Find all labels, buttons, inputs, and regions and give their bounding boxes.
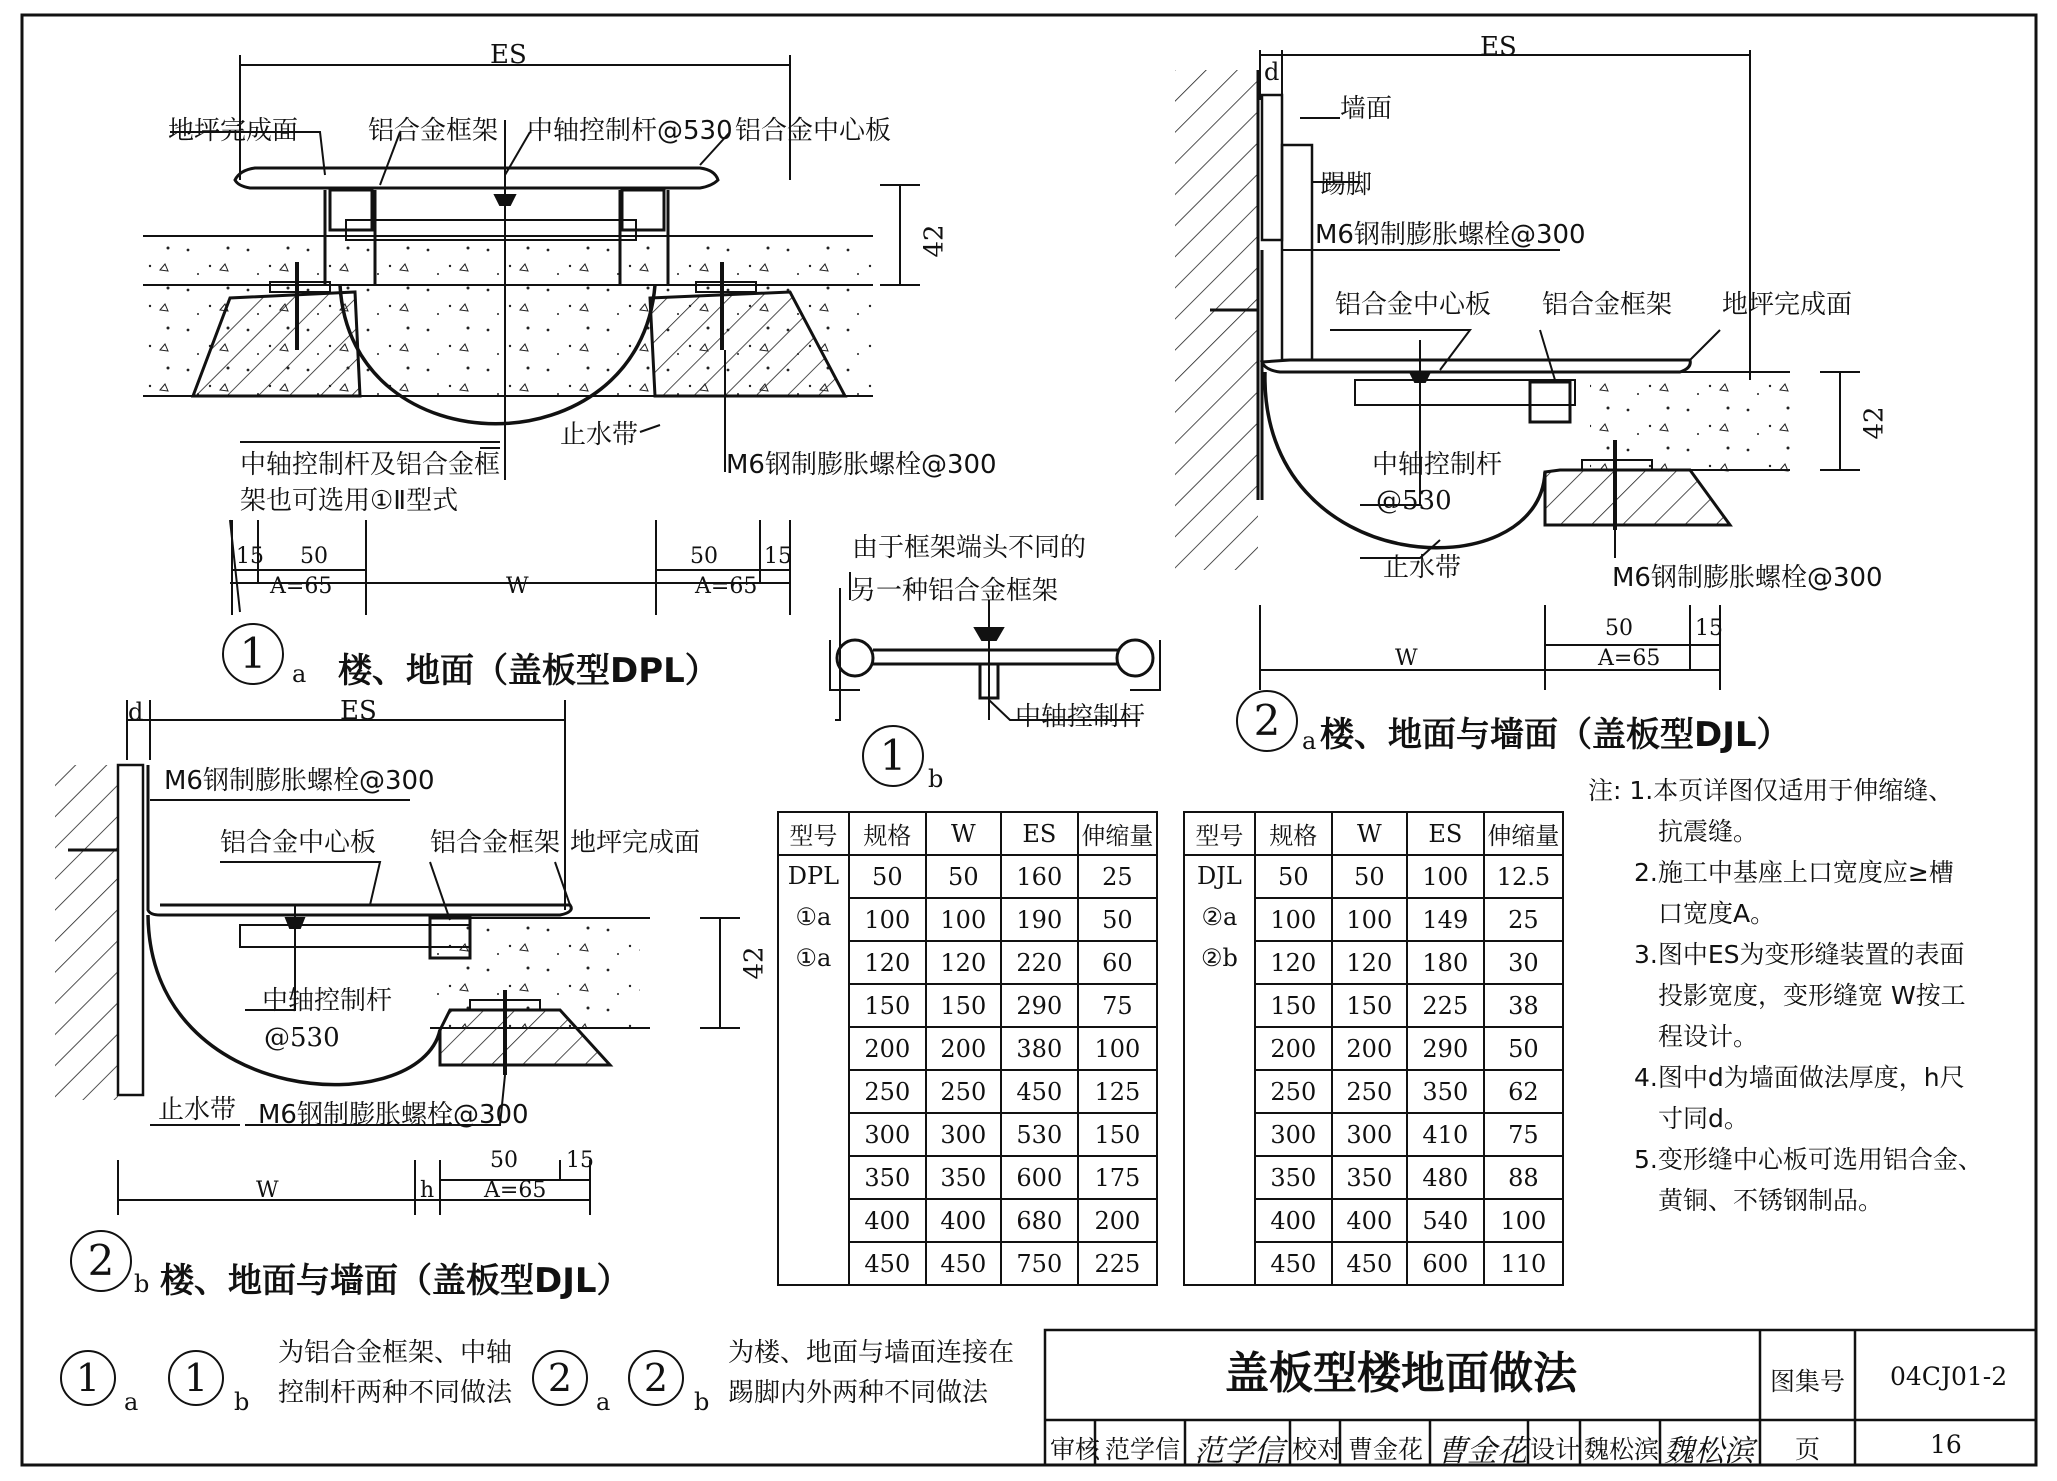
dpl-header-expansion: 伸缩量 [1078,812,1157,855]
note-line: 黄铜、不锈钢制品。 [1658,1186,1884,1215]
djl-cell-w: 50 [1332,855,1407,898]
designer-signature: 魏松滨 [1664,1434,1754,1469]
d2b-control-rod-label2: @530 [264,1023,340,1053]
d1b-marker: 1 [862,725,924,787]
d2a-d-label: d [1264,58,1280,86]
dpl-cell-spec: 450 [849,1242,926,1285]
reviewer-signature: 范学信 [1194,1434,1284,1469]
djl-model-cell [1184,855,1255,1285]
dpl-cell-spec: 300 [849,1113,926,1156]
reviewer-name: 范学信 [1105,1435,1181,1464]
d2b-dim-50: 50 [490,1148,518,1173]
legend-marker-2a: 2 [532,1350,588,1406]
djl-cell-spec: 50 [1255,855,1332,898]
d1a-es-label: ES [490,40,527,70]
d1a-waterstop-label: 止水带 [560,420,639,450]
dpl-cell-expansion: 125 [1078,1070,1157,1113]
djl-cell-es: 100 [1407,855,1484,898]
dpl-cell-w: 150 [926,984,1001,1027]
d2a-marker-sub: a [1302,727,1317,755]
d1a-floor-finish-label: 地坪完成面 [168,116,299,146]
atlas-label: 图集号 [1770,1367,1846,1396]
dpl-cell-expansion: 60 [1078,941,1157,984]
d2a-wall-label: 墙面 [1340,94,1393,124]
djl-cell-w: 200 [1332,1027,1407,1070]
d2a-marker: 2 [1236,690,1298,752]
page-label: 页 [1795,1435,1821,1464]
checker-name: 曹金花 [1348,1435,1424,1464]
dpl-header-model: 型号 [778,812,849,855]
djl-cell-expansion: 88 [1484,1156,1563,1199]
djl-cell-expansion: 110 [1484,1242,1563,1285]
dpl-cell-expansion: 200 [1078,1199,1157,1242]
d1a-alu-frame-label: 铝合金框架 [368,116,499,146]
designer-name: 魏松滨 [1584,1435,1660,1464]
djl-cell-spec: 250 [1255,1070,1332,1113]
dpl-cell-es: 160 [1001,855,1078,898]
d2b-control-rod-label1: 中轴控制杆 [262,986,393,1016]
djl-cell-es: 180 [1407,941,1484,984]
dpl-cell-expansion: 50 [1078,898,1157,941]
d2a-dim-w: W [1395,646,1418,671]
dpl-cell-es: 290 [1001,984,1078,1027]
djl-cell-spec: 200 [1255,1027,1332,1070]
legend-marker-2a-sub: a [596,1388,611,1416]
d1b-control-rod-label: 中轴控制杆 [1015,702,1146,732]
dpl-spec-table [777,811,1158,1286]
d2a-dim-42: 42 [1859,406,1890,440]
d2a-control-rod-label2: @530 [1376,486,1452,516]
d2b-dim-w: W [256,1178,279,1203]
d2a-bolt-top-label: M6钢制膨胀螺栓@300 [1315,220,1586,250]
d2a-title: 楼、地面与墙面（盖板型DJL） [1320,715,1791,755]
dpl-cell-expansion: 150 [1078,1113,1157,1156]
dpl-cell-w: 100 [926,898,1001,941]
note-line: 3.图中ES为变形缝装置的表面 [1634,940,1965,969]
checker-signature: 曹金花 [1437,1434,1527,1469]
djl-header-w: W [1332,812,1407,855]
d2a-center-plate-label: 铝合金中心板 [1335,290,1492,320]
dpl-header-spec: 规格 [849,812,926,855]
djl-cell-es: 290 [1407,1027,1484,1070]
d1a-marker-sub: a [292,660,307,688]
dpl-table-header [778,812,1157,855]
dpl-cell-w: 300 [926,1113,1001,1156]
d2a-dim-50: 50 [1605,616,1633,641]
note-line: 2.施工中基座上口宽度应≥槽 [1634,858,1954,887]
d2b-es-label: ES [340,696,377,726]
dpl-cell-expansion: 175 [1078,1156,1157,1199]
dpl-cell-expansion: 25 [1078,855,1157,898]
djl-cell-w: 450 [1332,1242,1407,1285]
djl-header-spec: 规格 [1255,812,1332,855]
djl-cell-es: 480 [1407,1156,1484,1199]
d1a-note-line1: 中轴控制杆及铝合金框 [240,450,501,480]
legend-marker-2b: 2 [628,1350,684,1406]
design-label: 设计 [1530,1435,1581,1464]
d1a-dim-42: 42 [919,224,950,258]
note-line: 注: 1.本页详图仅适用于伸缩缝、 [1588,776,1954,805]
dpl-cell-w: 200 [926,1027,1001,1070]
d1a-dim-15b: 15 [764,544,792,569]
note-line: 抗震缝。 [1658,817,1759,846]
dpl-header-es: ES [1001,812,1078,855]
d2a-es-label: ES [1480,32,1517,62]
dpl-cell-expansion: 75 [1078,984,1157,1027]
djl-table-header [1184,812,1563,855]
d2a-bolt-bottom-label: M6钢制膨胀螺栓@300 [1612,563,1883,593]
legend-marker-1b-sub: b [234,1388,250,1416]
dpl-cell-w: 250 [926,1070,1001,1113]
djl-header-es: ES [1407,812,1484,855]
dpl-model-label: DPL [787,862,840,890]
d1a-title: 楼、地面（盖板型DPL） [338,651,719,691]
legend-marker-1a: 1 [60,1350,116,1406]
notes-block [1588,770,1983,1221]
djl-cell-spec: 400 [1255,1199,1332,1242]
d2b-marker-sub: b [134,1270,150,1298]
djl-cell-spec: 300 [1255,1113,1332,1156]
djl-cell-expansion: 50 [1484,1027,1563,1070]
djl-cell-spec: 100 [1255,898,1332,941]
d2b-dim-42: 42 [739,946,770,980]
dpl-cell-es: 380 [1001,1027,1078,1070]
d2a-floor-finish-label: 地坪完成面 [1722,290,1853,320]
d2b-center-plate-label: 铝合金中心板 [220,828,377,858]
d2b-bolt-top-label: M6钢制膨胀螺栓@300 [164,766,435,796]
dpl-model-label: ①a [795,903,832,931]
d2b-marker: 2 [70,1230,132,1292]
d1a-dim-a65b: A=65 [695,574,758,599]
d1b-marker-sub: b [928,765,944,793]
d2a-control-rod-label1: 中轴控制杆 [1372,450,1503,480]
d2b-title: 楼、地面与墙面（盖板型DJL） [160,1261,631,1301]
dpl-table-row [778,855,1157,898]
dpl-cell-expansion: 100 [1078,1027,1157,1070]
d2b-alu-frame-label: 铝合金框架 [430,828,561,858]
dpl-cell-spec: 150 [849,984,926,1027]
djl-table-row [1184,855,1563,898]
d1a-center-plate-label: 铝合金中心板 [735,116,892,146]
djl-model-label: ②a [1201,903,1238,931]
d2a-waterstop-label: 止水带 [1383,553,1462,583]
d2b-floor-finish-label: 地坪完成面 [570,828,701,858]
djl-cell-expansion: 62 [1484,1070,1563,1113]
d1a-control-rod-label: 中轴控制杆@530 [527,116,733,146]
d2b-dim-a65: A=65 [484,1178,547,1203]
djl-cell-es: 225 [1407,984,1484,1027]
djl-cell-w: 100 [1332,898,1407,941]
d2a-dim-15: 15 [1695,616,1723,641]
d1a-dim-15a: 15 [236,544,264,569]
d2b-bolt-bottom-label: M6钢制膨胀螺栓@300 [258,1100,529,1130]
djl-model-label: DJL [1196,862,1242,890]
dpl-cell-es: 450 [1001,1070,1078,1113]
d1a-note-line2: 架也可选用①Ⅱ型式 [240,486,459,516]
d2a-alu-frame-label: 铝合金框架 [1542,290,1673,320]
dpl-cell-es: 220 [1001,941,1078,984]
dpl-cell-w: 350 [926,1156,1001,1199]
d1a-dim-50a: 50 [300,544,328,569]
d2b-waterstop-label: 止水带 [158,1095,237,1125]
legend-text1-line1: 为铝合金框架、中轴 [278,1338,513,1368]
d1a-dim-w: W [506,574,529,599]
d2a-skirting-label: 踢脚 [1320,170,1373,200]
djl-cell-es: 600 [1407,1242,1484,1285]
djl-cell-spec: 120 [1255,941,1332,984]
djl-header-model: 型号 [1184,812,1255,855]
djl-model-label: ②b [1200,944,1238,972]
note-line: 程设计。 [1658,1022,1759,1051]
note-line: 5.变形缝中心板可选用铝合金、 [1634,1145,1983,1174]
dpl-cell-w: 400 [926,1199,1001,1242]
djl-header-expansion: 伸缩量 [1484,812,1563,855]
djl-cell-expansion: 30 [1484,941,1563,984]
dpl-cell-es: 600 [1001,1156,1078,1199]
note-line: 口宽度A。 [1658,899,1776,928]
dpl-cell-spec: 250 [849,1070,926,1113]
drawing-title: 盖板型楼地面做法 [1225,1348,1577,1399]
dpl-cell-es: 750 [1001,1242,1078,1285]
djl-cell-w: 150 [1332,984,1407,1027]
d1a-dim-50b: 50 [690,544,718,569]
d1a-bolt-label: M6钢制膨胀螺栓@300 [726,450,997,480]
dpl-cell-spec: 120 [849,941,926,984]
djl-cell-w: 300 [1332,1113,1407,1156]
dpl-cell-spec: 50 [849,855,926,898]
d1b-note-line1: 由于框架端头不同的 [852,533,1087,563]
djl-spec-table [1183,811,1564,1286]
djl-cell-w: 250 [1332,1070,1407,1113]
dpl-cell-spec: 350 [849,1156,926,1199]
dpl-cell-es: 530 [1001,1113,1078,1156]
dpl-cell-spec: 200 [849,1027,926,1070]
d1a-dim-a65a: A=65 [270,574,333,599]
djl-cell-es: 350 [1407,1070,1484,1113]
djl-cell-expansion: 38 [1484,984,1563,1027]
djl-cell-es: 410 [1407,1113,1484,1156]
legend-marker-1a-sub: a [124,1388,139,1416]
dpl-cell-w: 450 [926,1242,1001,1285]
djl-cell-es: 149 [1407,898,1484,941]
d2b-dim-h: h [420,1178,435,1203]
check-label: 校对 [1292,1435,1343,1464]
review-label: 审核 [1050,1435,1101,1464]
djl-cell-w: 120 [1332,941,1407,984]
d2b-d-label: d [128,698,144,726]
d1a-marker: 1 [222,623,284,685]
djl-cell-expansion: 100 [1484,1199,1563,1242]
note-line: 4.图中d为墙面做法厚度，h尺 [1634,1063,1965,1092]
page-number: 16 [1930,1430,1962,1459]
djl-cell-expansion: 75 [1484,1113,1563,1156]
djl-cell-expansion: 25 [1484,898,1563,941]
dpl-cell-es: 190 [1001,898,1078,941]
legend-text2-line2: 踢脚内外两种不同做法 [728,1378,989,1408]
legend-text1-line2: 控制杆两种不同做法 [278,1378,513,1408]
dpl-cell-expansion: 225 [1078,1242,1157,1285]
legend-marker-1b: 1 [168,1350,224,1406]
dpl-model-cell [778,855,849,1285]
djl-cell-spec: 150 [1255,984,1332,1027]
d2b-dim-15: 15 [566,1148,594,1173]
dpl-cell-w: 120 [926,941,1001,984]
dpl-cell-es: 680 [1001,1199,1078,1242]
detail-2a-linework [1175,50,1860,690]
atlas-number: 04CJ01-2 [1890,1362,2008,1391]
d2a-dim-a65: A=65 [1598,646,1661,671]
djl-cell-w: 400 [1332,1199,1407,1242]
djl-cell-es: 540 [1407,1199,1484,1242]
djl-cell-spec: 350 [1255,1156,1332,1199]
djl-cell-spec: 450 [1255,1242,1332,1285]
dpl-cell-spec: 400 [849,1199,926,1242]
dpl-model-label: ①a [795,944,832,972]
dpl-header-w: W [926,812,1001,855]
d1b-note-line2: 另一种铝合金框架 [850,576,1059,606]
djl-cell-w: 350 [1332,1156,1407,1199]
legend-marker-2b-sub: b [694,1388,710,1416]
note-line: 投影宽度，变形缝宽 W按工 [1658,981,1966,1010]
dpl-cell-spec: 100 [849,898,926,941]
note-line: 寸同d。 [1658,1104,1749,1133]
dpl-cell-w: 50 [926,855,1001,898]
legend-text2-line1: 为楼、地面与墙面连接在 [728,1338,1015,1368]
djl-cell-expansion: 12.5 [1484,855,1563,898]
